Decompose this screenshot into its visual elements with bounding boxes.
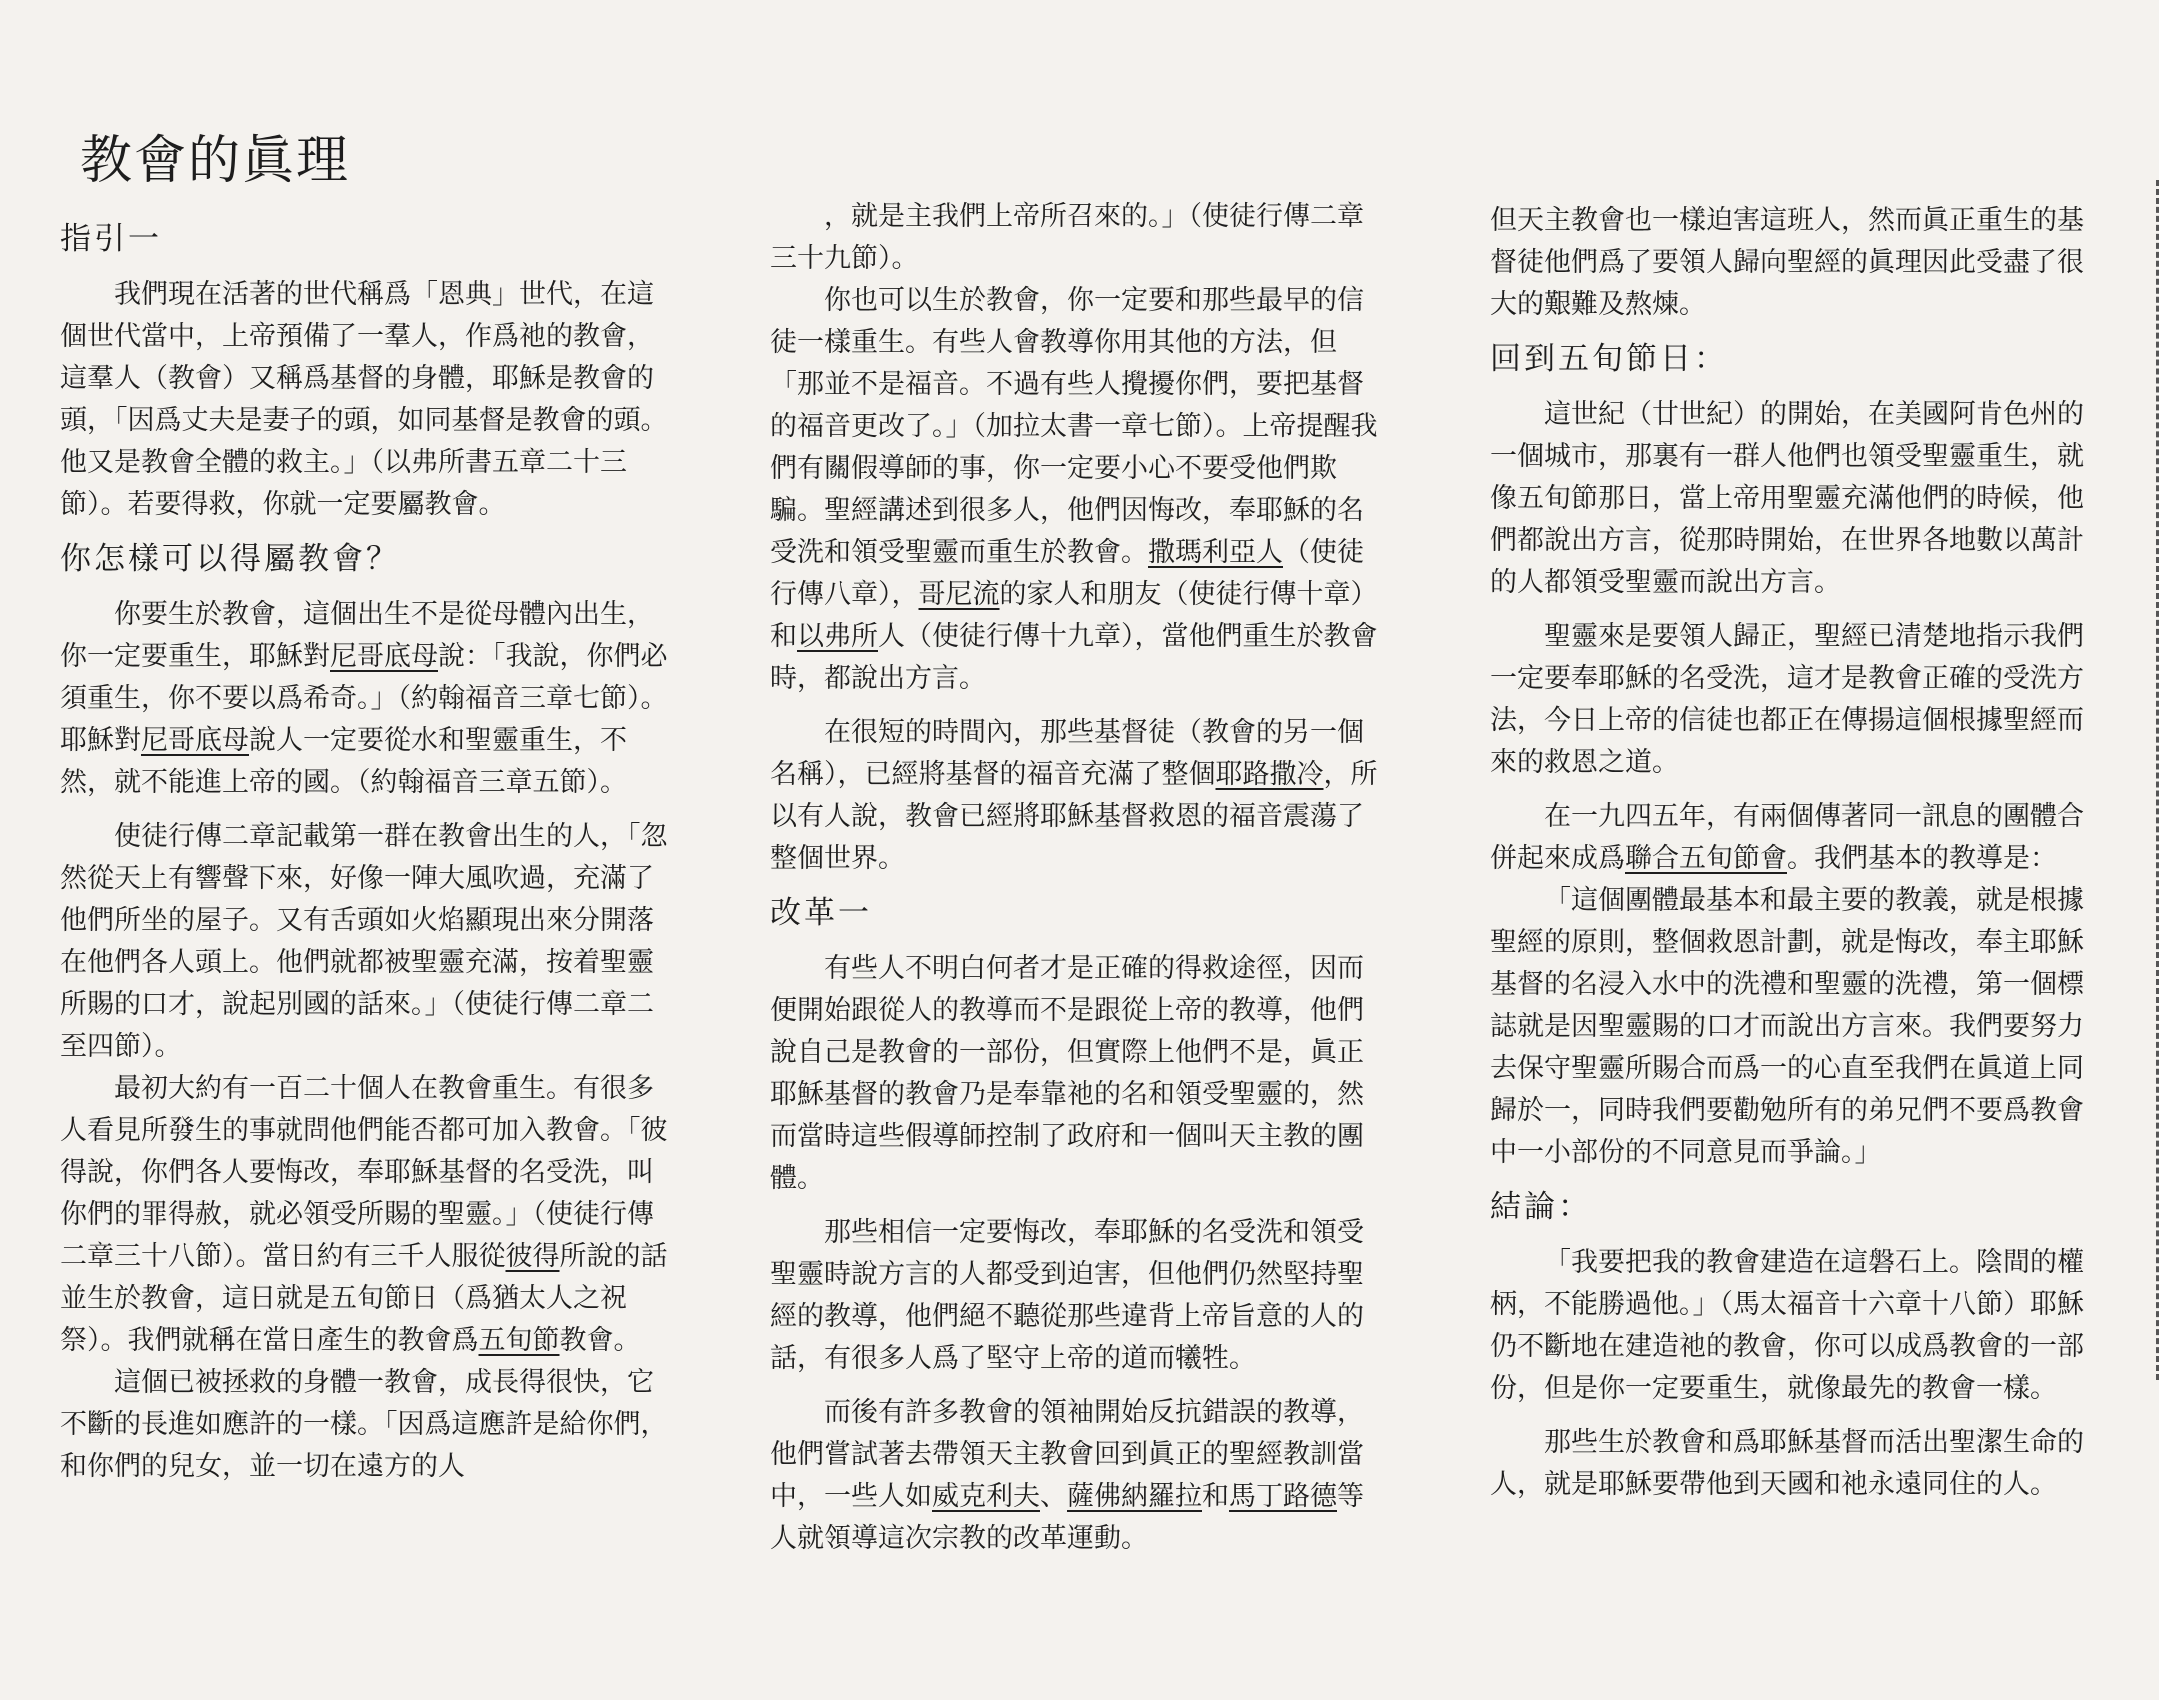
doctrine-quote: 「這個團體最基本和最主要的教義，就是根據聖經的原則，整個救恩計劃，就是悔改，奉主耶穌基督的名浸入水中的洗禮和聖靈的洗禮，第一個標誌就是因聖靈賜的口才而說出方言來。我們要努力去保守聖靈所賜合而爲一的心直至我們在眞道上同歸於一，同時我們要勸勉所有的弟兄們不要爲教會中一小部份的不同意見而爭論。」 [1490, 885, 2084, 1168]
text: 人（使徒行傳十九章），當他們重生於教會時，都說出方言。 [770, 621, 1378, 694]
page-edge-fold [2146, 180, 2159, 1380]
heading-conclusion: 結論： [1490, 1189, 1592, 1225]
column-left [60, 210, 680, 1488]
paragraph: 那些生於教會和爲耶穌基督而活出聖潔生命的人，就是耶穌要帶他到天國和祂永遠同住的人。 [1490, 1427, 2084, 1500]
paragraph [60, 1068, 680, 1362]
text: 說人一定要從水和聖靈重生，不然，就不能進上帝的國。（約翰福音三章五節）。 [60, 725, 627, 798]
underlined-name: 撒瑪利亞人 [1148, 537, 1283, 568]
text: ，所以有人說，教會已經將耶穌基督救恩的福音震蕩了整個世界。 [770, 759, 1378, 874]
paragraph [770, 712, 1390, 880]
underlined-name: 彼得 [505, 1241, 560, 1272]
text: 在一九四五年，有兩個傳著同一訊息的團體合併起來成爲 [1490, 801, 2084, 874]
text: 等人就領導這次宗教的改革運動。 [770, 1481, 1364, 1554]
paragraph: 聖靈來是要領人歸正，聖經已清楚地指示我們一定要奉耶穌的名受洗，這才是教會正確的受洗方法，今日上帝的信徒也都正在傳揚這個根據聖經而來的救恩之道。 [1490, 621, 2084, 778]
text: 你也可以生於教會，你一定要和那些最早的信徒一樣重生。有些人會教導你用其他的方法，但「那並不是福音。不過有些人攪擾你們，要把基督的福音更改了。」（加拉太書一章七節）。上帝提醒我們有關假導師的事，你一定要小心不要受他們欺騙。聖經講述到很多人，他們因悔改，奉耶穌的名受洗和領受聖靈而重生於教會。 [770, 285, 1378, 568]
text: 說：「我說，你們必須重生，你不要以爲希奇。」（約翰福音三章七節）。耶穌對 [60, 641, 668, 756]
paragraph [60, 594, 680, 804]
text: 最初大約有一百二十個人在教會重生。有很多人看見所發生的事就問他們能否都可加入教會。「彼得說，你們各人要悔改，奉耶穌基督的名受洗，叫你們的罪得赦，就必領受所賜的聖靈。」（使徒行傳二章三十八節）。當日約有三千人服從 [60, 1073, 668, 1272]
text: 的家人和朋友（使徒行傳十章）和 [770, 579, 1378, 652]
paragraph: 這世紀（廿世紀）的開始，在美國阿肯色州的一個城市，那裏有一群人他們也領受聖靈重生，就像五旬節那日，當上帝用聖靈充滿他們的時候，他們都說出方言，從那時開始，在世界各地數以萬計的人都領受聖靈而說出方言。 [1490, 399, 2084, 598]
column-middle [770, 196, 1390, 1560]
paragraph [770, 1392, 1390, 1560]
page-title: 教會的眞理 [80, 131, 351, 191]
heading-guide: 指引一 [60, 221, 162, 257]
underlined-name: 耶路撒冷 [1215, 759, 1324, 790]
paragraph: ，就是主我們上帝所召來的。」（使徒行傳二章三十九節）。 [770, 201, 1364, 274]
paragraph [770, 280, 1390, 700]
paragraph: 那些相信一定要悔改，奉耶穌的名受洗和領受聖靈時說方言的人都受到迫害，但他們仍然堅持聖經的教導，他們絕不聽從那些違背上帝旨意的人的話，有很多人爲了堅守上帝的道而犧牲。 [770, 1217, 1364, 1374]
paragraph: 但天主教會也一樣迫害這班人，然而眞正重生的基督徒他們爲了要領人歸向聖經的眞理因此受盡了很大的艱難及熬煉。 [1490, 205, 2084, 320]
underlined-name: 聯合五旬節會 [1625, 843, 1787, 874]
underlined-name: 尼哥底母 [141, 725, 249, 756]
underlined-name: 薩佛納羅拉 [1067, 1481, 1202, 1512]
text: 和 [1202, 1481, 1229, 1512]
text: 、 [1040, 1481, 1067, 1512]
text: 在很短的時間內，那些基督徒（教會的另一個名稱），已經將基督的福音充滿了整個 [770, 717, 1364, 790]
underlined-name: 威克利夫 [932, 1481, 1040, 1512]
paragraph: 這個已被拯救的身體一教會，成長得很快，它不斷的長進如應許的一樣。「因爲這應許是給你們，和你們的兒女，並一切在遠方的人 [60, 1367, 668, 1482]
text: 所說的話並生於教會，這日就是五旬節日（爲猶太人之祝祭）。我們就稱在當日產生的教會爲 [60, 1241, 668, 1356]
underlined-name: 尼哥底母 [330, 641, 438, 672]
text: 你要生於教會，這個出生不是從母體內出生，你一定要重生，耶穌對 [60, 599, 654, 672]
underlined-name: 五旬節 [478, 1325, 560, 1356]
text: 。我們基本的教導是： [1787, 843, 2057, 874]
text: （使徒行傳八章）， [770, 537, 1364, 610]
paragraph: 我們現在活著的世代稱爲「恩典」世代，在這個世代當中，上帝預備了一羣人，作爲祂的教會，這羣人（教會）又稱爲基督的身體，耶穌是教會的頭，「因爲丈夫是妻子的頭，如同基督是教會的頭。他又是教會全體的救主。」（以弗所書五章二十三節）。若要得救，你就一定要屬教會。 [60, 279, 668, 520]
text: 而後有許多教會的領袖開始反抗錯誤的教導，他們嘗試著去帶領天主教會回到眞正的聖經教訓當中，一些人如 [770, 1397, 1364, 1512]
heading-how-to-belong: 你怎樣可以得屬教會？ [60, 541, 400, 577]
underlined-name: 哥尼流 [918, 579, 1000, 610]
column-right [1490, 200, 2100, 1506]
paragraph [1490, 796, 2100, 880]
text: 教會。 [559, 1325, 641, 1356]
paragraph: 有些人不明白何者才是正確的得救途徑，因而便開始跟從人的教導而不是跟從上帝的教導，他們說自己是教會的一部份，但實際上他們不是，眞正耶穌基督的教會乃是奉靠祂的名和領受聖靈的，然而當時這些假導師控制了政府和一個叫天主教的團體。 [770, 953, 1364, 1194]
paragraph: 使徒行傳二章記載第一群在教會出生的人，「忽然從天上有響聲下來，好像一陣大風吹過，充滿了他們所坐的屋子。又有舌頭如火焰顯現出來分開落在他們各人頭上。他們就都被聖靈充滿，按着聖靈所賜的口才，說起別國的話來。」（使徒行傳二章二至四節）。 [60, 821, 668, 1062]
underlined-name: 以弗所 [797, 621, 878, 652]
paragraph: 「我要把我的教會建造在這磐石上。陰間的權柄，不能勝過他。」（馬太福音十六章十八節）耶穌仍不斷地在建造祂的教會，你可以成爲教會的一部份，但是你一定要重生，就像最先的教會一樣。 [1490, 1247, 2084, 1404]
underlined-name: 馬丁路德 [1229, 1481, 1337, 1512]
heading-return-to-pentecost: 回到五旬節日： [1490, 341, 1728, 377]
heading-reform: 改革一 [770, 895, 872, 931]
